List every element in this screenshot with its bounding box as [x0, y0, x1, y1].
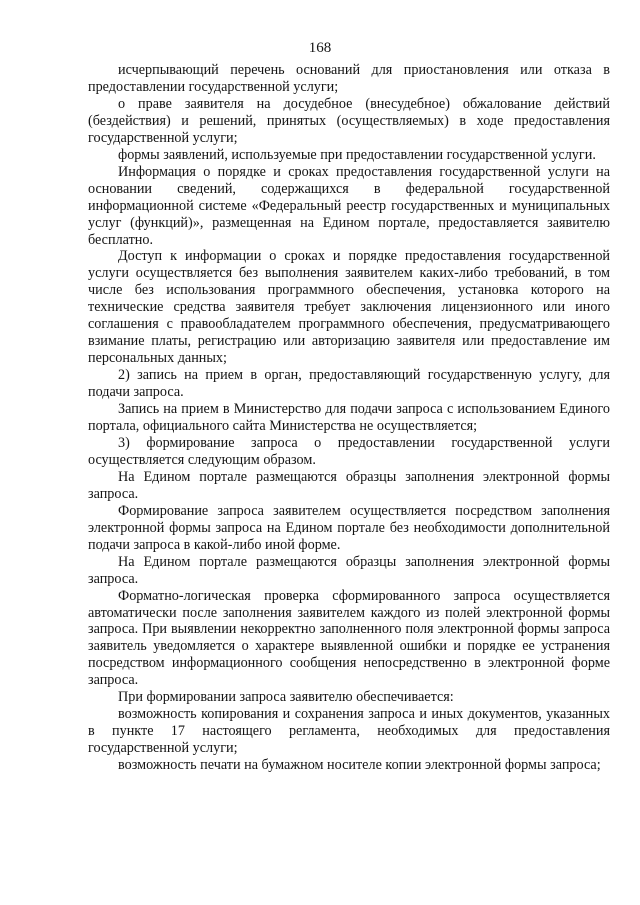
paragraph: возможность копирования и сохранения запроса и иных документов, указанных в пункте 17 настоящего регламента, необходимых для предоставления государственной услуги;: [88, 706, 610, 757]
paragraph: Доступ к информации о сроках и порядке предоставления государственной услуги осуществляется без выполнения заявителем каких-либо требований, в том числе без использования программного обеспечения, установка которого на технические средства заявителя требует заключения лицензионного или иного соглашения с правообладателем программного обеспечения, предусматривающего взимание платы, регистрацию или авторизацию заявителя или предоставление им персональных данных;: [88, 248, 610, 367]
paragraph: возможность печати на бумажном носителе копии электронной формы запроса;: [118, 757, 601, 774]
paragraph: о праве заявителя на досудебное (внесудебное) обжалование действий (бездействия) и решений, принятых (осуществляемых) в ходе предоставления государственной услуги;: [88, 95, 610, 146]
page-body: [88, 62, 610, 774]
paragraph: Информация о порядке и сроках предоставления государственной услуги на основании сведений, содержащихся в федеральной государственной информационной системе «Федеральный реестр государственных и муниципальных услуг (функций)», размещенная на Едином портале, предоставляется заявителю бесплатно.: [88, 163, 610, 248]
paragraph: При формировании запроса заявителю обеспечивается:: [118, 689, 454, 706]
paragraph: Запись на прием в Министерство для подачи запроса с использованием Единого портала, официального сайта Министерства не осуществляется;: [88, 401, 610, 435]
paragraph: 3) формирование запроса о предоставлении государственной услуги осуществляется следующим образом.: [88, 434, 610, 468]
page-number: 168: [308, 40, 332, 56]
paragraph: Форматно-логическая проверка сформированного запроса осуществляется автоматически после заполнения заявителем каждого из полей электронной формы запроса. При выявлении некорректно заполненного поля электронной формы запроса заявитель уведомляется о характере выявленной ошибки и порядке ее устранения посредством информационного сообщения непосредственно в электронной форме запроса.: [88, 587, 610, 689]
paragraph: формы заявлений, используемые при предоставлении государственной услуги.: [118, 146, 596, 163]
paragraph: Формирование запроса заявителем осуществляется посредством заполнения электронной формы запроса на Едином портале без необходимости дополнительной подачи запроса в какой-либо иной форме.: [88, 502, 610, 553]
paragraph: исчерпывающий перечень оснований для приостановления или отказа в предоставлении государственной услуги;: [88, 62, 610, 95]
paragraph: На Едином портале размещаются образцы заполнения электронной формы запроса.: [88, 553, 610, 587]
paragraph: 2) запись на прием в орган, предоставляющий государственную услугу, для подачи запроса.: [88, 367, 610, 401]
paragraph: На Едином портале размещаются образцы заполнения электронной формы запроса.: [88, 468, 610, 502]
